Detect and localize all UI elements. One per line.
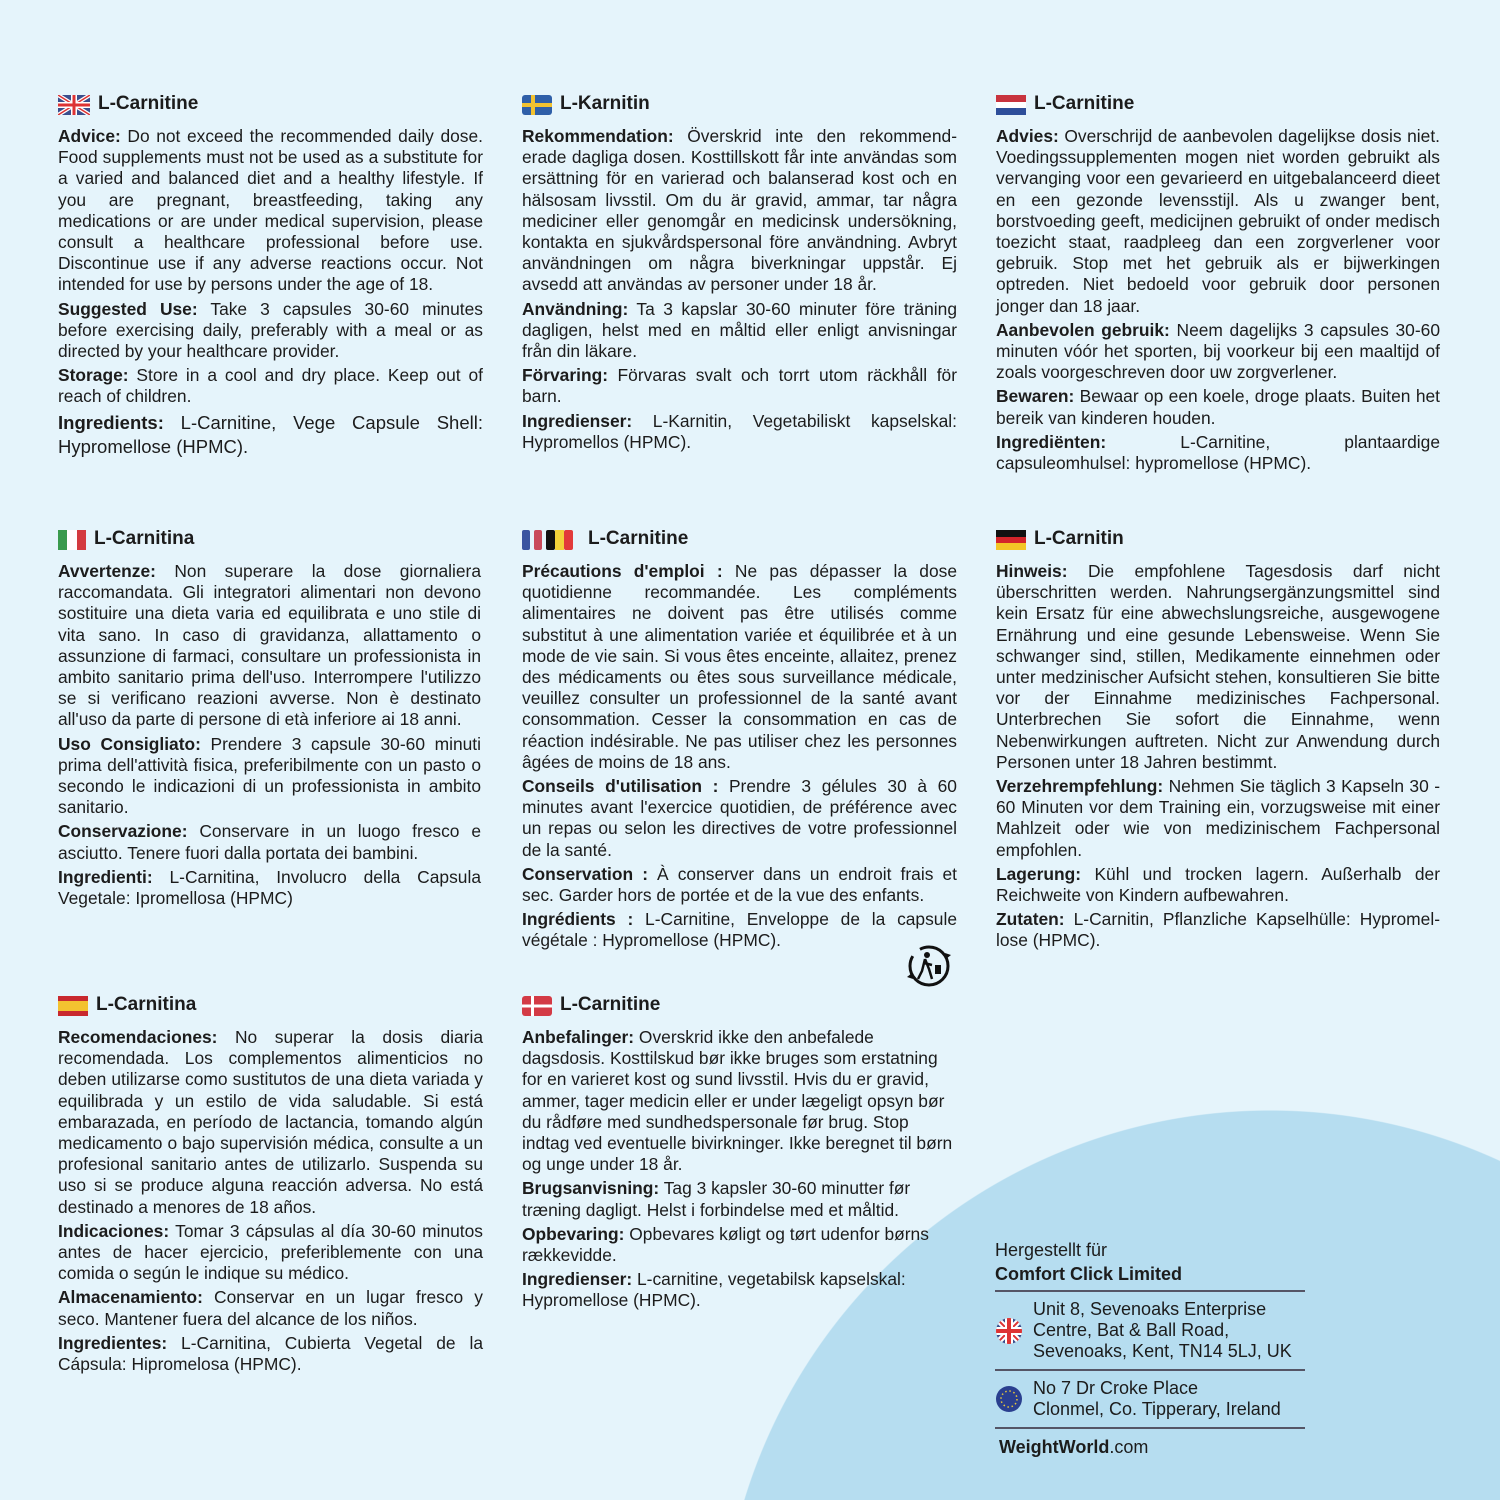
paragraph-label: Ingredients:: [58, 411, 164, 433]
paragraph-text: Nehmen Sie täglich 3 Kapseln 30 - 60 Minuten vor dem Training ein, vorzugsweise mit einer Mahlzeit oder wie von medizinischem Fachpersonal empfohlen.: [996, 776, 1440, 860]
paragraph: [58, 734, 481, 819]
section-heading: [58, 527, 481, 551]
section-heading: [522, 527, 957, 551]
paragraph: [996, 864, 1440, 906]
paragraph: [522, 1178, 957, 1220]
paragraph: [996, 386, 1440, 428]
paragraph-label: Lagerung:: [996, 863, 1082, 884]
paragraph: [58, 561, 481, 731]
section-title: L-Carnitin: [1034, 528, 1124, 549]
paragraph: [58, 299, 483, 363]
section-heading: [996, 527, 1440, 551]
paragraph-text: Förvaras svalt och torrt utom räckhåll för barn.: [522, 365, 957, 407]
paragraph: [58, 1221, 483, 1285]
paragraph-text: Conservar en un lugar fresco y seco. Mantener fuera del alcance de los niños.: [58, 1287, 483, 1329]
paragraph-label: Förvaring:: [522, 365, 608, 386]
paragraph-text: Store in a cool and dry place. Keep out of reach of children.: [58, 365, 483, 407]
address-line: Sevenoaks, Kent, TN14 5LJ, UK: [1033, 1341, 1292, 1361]
section-nl: [996, 92, 1440, 477]
paragraph: [58, 1027, 483, 1218]
paragraph-label: Opbevaring:: [522, 1223, 625, 1244]
paragraph-label: Suggested Use:: [58, 298, 198, 319]
paragraph-label: Précautions d'emploi :: [522, 561, 723, 581]
eu-address: [995, 1375, 1305, 1423]
paragraph: [522, 411, 957, 453]
paragraph: [58, 411, 483, 459]
paragraph-label: Verzehrempfehlung:: [996, 776, 1164, 797]
divider: [995, 1369, 1305, 1371]
section-title: L-Karnitin: [560, 93, 650, 114]
paragraph-text: À conserver dans un endroit frais et sec. Garder hors de portée et de la vue des enfants.: [522, 863, 957, 906]
paragraph-text: Ne pas dépasser la dose quotidienne recommandée. Les compléments alimentaires ne doivent pas être utilisés comme substitut à une alimentation variée et équilibrée et à un mode de vie sain. Si vous êtes enceinte, allaitez, prenez des médicaments ou êtes sous surveillance médicale, veuillez consulter un professionnel de la santé avant consommation. Cesser la consommation en cas de réaction indésirable. Ne pas utiliser chez les personnes âgées de moins de 18 ans.: [522, 561, 957, 772]
brand-domain: .com: [1109, 1437, 1149, 1457]
company-name: Comfort Click Limited: [995, 1264, 1183, 1284]
paragraph-label: Avvertenze:: [58, 561, 156, 581]
section-heading: [522, 92, 957, 116]
paragraph: [522, 299, 957, 363]
paragraph-text: L-Carnitina, Involucro della Capsula Vegetale: Ipromellosa (HPMC): [58, 866, 481, 909]
paragraph-label: Aanbevolen gebruik:: [996, 319, 1170, 340]
divider: [995, 1290, 1305, 1292]
paragraph: [996, 320, 1440, 384]
paragraph: [996, 909, 1440, 951]
paragraph-text: Tag 3 kapsler 30-60 minutter før træning dagligt. Helst i forbindelse med et måltid.: [522, 1178, 911, 1220]
paragraph-text: Overskrid ikke den anbefalede dagsdosis. Kosttilskud bør ikke bruges som erstatning for en varieret kost og sund livsstil. Hvis du er gravid, ammer, tager medicin eller er under lægeligt opsyn bør du rådføre med sundhedspersonale før brug. Stop indtag ved eventuelle bivirkninger. Ikke beregnet til børn og unge under 18 år.: [522, 1027, 953, 1175]
paragraph-label: Conseils d'utilisation :: [522, 776, 719, 797]
paragraph: [58, 126, 483, 296]
section-se: [522, 92, 957, 456]
section-title: L-Carnitina: [96, 994, 197, 1015]
paragraph: [522, 1269, 957, 1311]
paragraph-text: Tomar 3 cápsulas al día 30-60 minutos antes de hacer ejercicio, preferiblemente con una comida o según le indique su médico.: [58, 1220, 483, 1284]
section-title: L-Carnitine: [1034, 93, 1135, 114]
paragraph-label: Uso Consigliato:: [58, 733, 201, 754]
paragraph-text: Do not exceed the recommended daily dose. Food supplements must not be used as a substitute for a varied and balanced diet and a healthy lifestyle. If you are pregnant, breastfeeding, taking any medications or are under medical supervision, please consult a healthcare professional before use. Discontinue use if any adverse reactions occur. Not intended for use by persons under the age of 18.: [58, 126, 483, 295]
paragraph-text: Överskrid inte den rekommenderade dagliga dosen. Kosttillskott får inte användas som ersättning för en varierad och balanserad kost och en hälsosam livsstil. Om du är gravid, ammar, tar några mediciner eller genomgår en medicinsk undersökning, kontakta en sjukvårdspersonal före användning. Avbryt användningen om några biverkningar uppstår. Ej avsedd att användas av personer under 18 år.: [522, 126, 957, 295]
paragraph-text: Ta 3 kapslar 30-60 minuter före träning dagligen, helst med en måltid eller enligt anvisningar från din läkare.: [522, 298, 957, 362]
it-flag-icon: [58, 530, 86, 548]
paragraph-label: Ingredienser:: [522, 1269, 633, 1290]
section-uk: [58, 92, 483, 462]
paragraph: [522, 126, 957, 296]
paragraph-label: Recomendaciones:: [58, 1027, 218, 1047]
paragraph-text: L-Carnitine, Enveloppe de la capsule végétale : Hypromellose (HPMC).: [522, 909, 958, 951]
section-title: L-Carnitine: [588, 528, 689, 549]
paragraph-label: Advies:: [996, 126, 1059, 146]
paragraph: [58, 1333, 483, 1375]
paragraph: [522, 776, 957, 861]
paragraph-text: Non superare la dose giornaliera raccomandata. Gli integratori alimentari non devono sostituire una dieta varia ed equilibrata e uno stile di vita sano. In caso di gravidanza, allattamento o assunzione di farmaci, consultare un professionista in ambito sanitario prima dell'uso. Interrompere l'utilizzo se si verificano reazioni avverse. Non è destinato all'uso da parte di persone di età inferiore ai 18 anni.: [58, 561, 481, 730]
paragraph-label: Advice:: [58, 126, 121, 146]
paragraph-text: L-Carnitin, Pflanzliche Kapselhülle: Hypromellose (HPMC).: [996, 909, 1440, 951]
section-title: L-Carnitine: [560, 994, 661, 1015]
paragraph: [58, 365, 483, 407]
paragraph: [522, 909, 957, 951]
paragraph: [522, 1027, 957, 1175]
paragraph-label: Almacenamiento:: [58, 1287, 203, 1308]
paragraph: [58, 867, 481, 909]
uk-flag-icon: [58, 95, 90, 113]
address-line: No 7 Dr Croke Place: [1033, 1378, 1199, 1398]
section-es: [58, 993, 483, 1378]
paragraph-text: Bewaar op een koele, droge plaats. Buiten het bereik van kinderen houden.: [996, 386, 1440, 428]
paragraph-label: Storage:: [58, 365, 129, 386]
paragraph: [522, 864, 957, 906]
paragraph-label: Ingredienti:: [58, 866, 153, 887]
section-heading: [996, 92, 1440, 116]
paragraph-text: L-Carnitine, plantaardige capsuleomhulsel: hypromellose (HPMC).: [996, 431, 1440, 474]
paragraph: [996, 561, 1440, 773]
made-for-label: Hergestellt für: [995, 1240, 1108, 1260]
paragraph-label: Anbefalinger:: [522, 1027, 635, 1047]
paragraph-text: Conservare in un luogo fresco e asciutto. Tenere fuori dalla portata dei bambini.: [58, 821, 481, 863]
paragraph-text: L-Karnitin, Vegetabiliskt kapselskal: Hypromellos (HPMC).: [522, 410, 957, 452]
paragraph-text: Opbevares køligt og tørt udenfor børns rækkevidde.: [522, 1223, 929, 1266]
section-it: [58, 527, 481, 912]
eu-flag-icon: [995, 1385, 1023, 1413]
paragraph-label: Rekommendation:: [522, 126, 674, 146]
section-heading: [58, 993, 483, 1017]
recycle-person-icon: [905, 943, 955, 989]
paragraph: [522, 1224, 957, 1266]
divider: [995, 1427, 1305, 1429]
paragraph-label: Ingrédients :: [522, 909, 634, 930]
frbe-flag-icon: [522, 530, 580, 548]
paragraph-text: Take 3 capsules 30-60 minutes before exercising daily, preferably with a meal or as directed by your healthcare provider.: [58, 298, 483, 362]
paragraph-label: Ingredientes:: [58, 1332, 168, 1353]
paragraph-label: Conservation :: [522, 863, 648, 884]
address-line: Clonmel, Co. Tipperary, Ireland: [1033, 1399, 1281, 1419]
uk-address: [995, 1296, 1305, 1365]
paragraph-text: Prendere 3 capsule 30-60 minuti prima dell'attività fisica, preferibilmente con un pasto o secondo le indicazioni di un professionista in ambito sanitario.: [58, 733, 481, 818]
paragraph-text: Neem dagelijks 3 capsules 30-60 minuten vóór het sporten, bij voorkeur bij een maaltijd of zoals voorgeschreven door uw zorgverlener.: [996, 319, 1440, 383]
paragraph-label: Ingredienser:: [522, 410, 633, 431]
paragraph-label: Användning:: [522, 298, 629, 319]
paragraph-text: Overschrijd de aanbevolen dagelijkse dosis niet. Voedingssupplementen mogen niet worden gebruikt als vervanging voor een gevarieerd en uitgebalanceerd dieet en een gezonde levensstijl. Als u zwanger bent, borstvoeding geeft, medicijnen gebruikt of onder medisch toezicht staat, raadpleeg dan een zorgverlener voor gebruik. Stop met het gebruik als er bijwerkingen optreden. Niet bedoeld voor gebruik door personen jonger dan 18 jaar.: [996, 126, 1440, 316]
section-title: L-Carnitine: [98, 93, 199, 114]
paragraph-text: Kühl und trocken lagern. Außerhalb der Reichweite von Kindern aufbewahren.: [996, 863, 1440, 906]
es-flag-icon: [58, 996, 88, 1014]
paragraph-text: No superar la dosis diaria recomendada. Los complementos alimenticios no deben utilizarse como sustitutos de una dieta variada y equilibrada y un estilo de vida saludable. Si está embarazada, en período de lactancia, tomando algún medicamento o bajo supervisión médica, consulte a un profesional sanitario antes de utilizarlo. Suspenda su uso si se produce alguna reacción adversa. No está destinado a menores de 18 años.: [58, 1027, 483, 1217]
nl-flag-icon: [996, 95, 1026, 113]
paragraph: [996, 126, 1440, 317]
manufacturer-info: [995, 1238, 1305, 1458]
paragraph: [996, 432, 1440, 474]
paragraph-text: Prendre 3 gélules 30 à 60 minutes avant l'exercice quotidien, de préférence avec un repas ou selon les directives de votre professionnel de la santé.: [522, 776, 957, 860]
section-frbe: [522, 527, 957, 955]
paragraph-label: Bewaren:: [996, 386, 1075, 407]
uk-flag-icon: [995, 1317, 1023, 1345]
paragraph-label: Conservazione:: [58, 821, 188, 842]
section-heading: [58, 92, 483, 116]
paragraph-text: Die empfohlene Tagesdosis darf nicht überschritten werden. Nahrungsergänzungsmittel sind kein Ersatz für eine abwechslungsreiche, ausgewogene Ernährung und eine gesunde Lebensweise. Wenn Sie schwanger sind, stillen, Medikamente einnehmen oder unter medzinischer Aufsicht stehen, konsultieren Sie bitte vor der Einnahme medizinisches Fachpersonal. Unterbrechen Sie sofort die Einnahme, wenn Nebenwirkungen auftreten. Nicht zur Anwendung durch Personen unter 18 Jahren bestimmt.: [996, 561, 1440, 772]
paragraph: [58, 1287, 483, 1329]
paragraph-text: L-carnitine, vegetabilsk kapselskal: Hypromellose (HPMC).: [522, 1269, 906, 1311]
address-line: Unit 8, Sevenoaks Enterprise: [1033, 1299, 1267, 1319]
paragraph-label: Indicaciones:: [58, 1220, 170, 1241]
paragraph: [58, 821, 481, 863]
brand-website[interactable]: [995, 1437, 1305, 1458]
paragraph: [522, 561, 957, 773]
address-line: Centre, Bat & Ball Road,: [1033, 1320, 1230, 1340]
se-flag-icon: [522, 95, 552, 113]
paragraph-label: Zutaten:: [996, 909, 1065, 930]
section-heading: [522, 993, 957, 1017]
section-title: L-Carnitina: [94, 528, 195, 549]
paragraph-text: L-Carnitina, Cubierta Vegetal de la Cápsula: Hipromelosa (HPMC).: [58, 1332, 483, 1375]
dk-flag-icon: [522, 996, 552, 1014]
section-de: [996, 527, 1440, 955]
paragraph-label: Brugsanvisning:: [522, 1178, 660, 1199]
de-flag-icon: [996, 530, 1026, 548]
brand-name: WeightWorld: [999, 1437, 1110, 1457]
paragraph-label: Ingrediënten:: [996, 431, 1107, 452]
paragraph: [996, 776, 1440, 861]
section-dk: [522, 993, 957, 1315]
paragraph-text: L-Carnitine, Vege Capsule Shell: Hypromellose (HPMC).: [58, 411, 483, 457]
paragraph: [522, 365, 957, 407]
paragraph-label: Hinweis:: [996, 561, 1068, 581]
